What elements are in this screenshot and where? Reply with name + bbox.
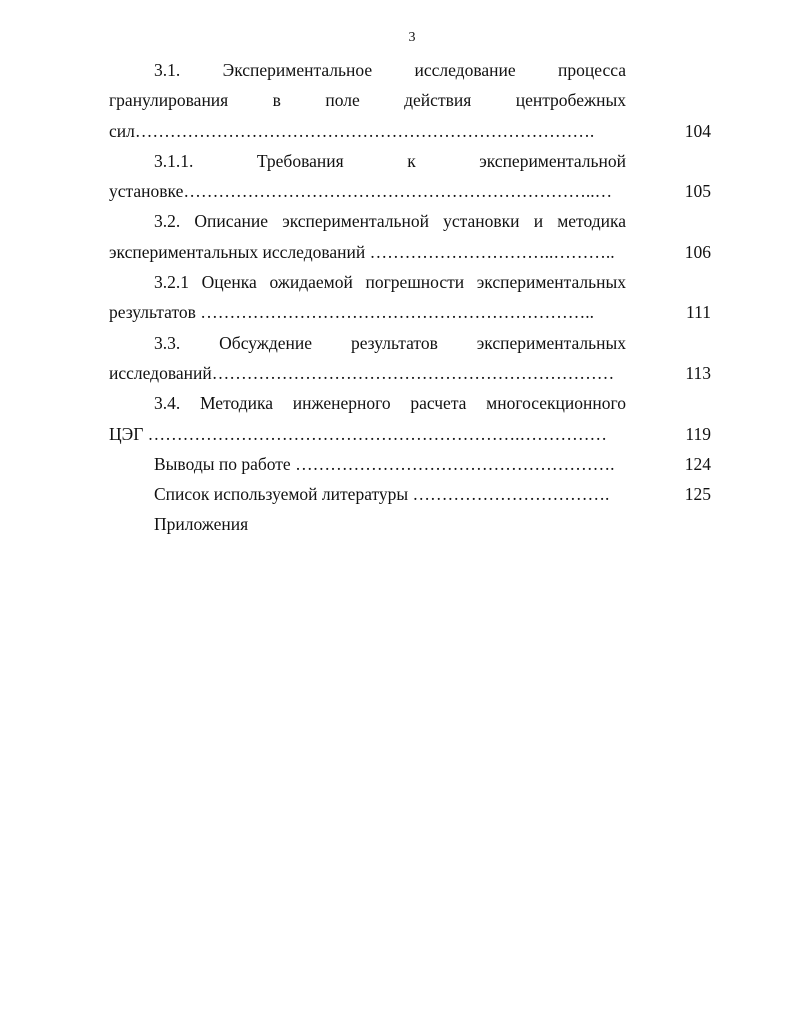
toc-word: и bbox=[533, 211, 544, 232]
toc-page-number: 124 bbox=[684, 453, 711, 474]
toc-word: Оценка bbox=[201, 272, 257, 293]
toc-word: экспериментальной bbox=[479, 150, 626, 171]
toc-leader-text: Список используемой литературы ……………………………. bbox=[154, 484, 610, 505]
toc-word: расчета bbox=[410, 393, 467, 414]
toc-entry-references bbox=[109, 479, 711, 509]
toc-leader-text: сил……………………………………………………………………. bbox=[109, 120, 595, 141]
toc-word: экспериментальной bbox=[282, 211, 429, 232]
toc-entry-appendices bbox=[109, 509, 711, 539]
toc-entry-3-1 bbox=[109, 55, 711, 146]
toc-entry-3-2-1 bbox=[109, 267, 711, 328]
toc-word: Требования bbox=[256, 150, 344, 171]
toc-entry-conclusions-line bbox=[109, 449, 711, 479]
toc-word: инженерного bbox=[292, 393, 391, 414]
toc-entry-3-1-line-1 bbox=[109, 55, 626, 85]
toc-word: погрешности bbox=[365, 272, 465, 293]
toc-word: Экспериментальное bbox=[222, 60, 373, 80]
toc-entry-3-3-line-2 bbox=[109, 358, 711, 388]
toc-word: 3.1. bbox=[154, 60, 181, 80]
toc-leader-text: установке……………………………………………………………..… bbox=[109, 181, 613, 202]
toc-entry-3-2-line-2 bbox=[109, 237, 711, 267]
toc-entry-3-2-1-line-2 bbox=[109, 297, 711, 327]
toc-entry-3-1-1-line-1 bbox=[109, 146, 626, 176]
toc-entry-conclusions bbox=[109, 449, 711, 479]
toc-word: 3.2. bbox=[154, 211, 181, 232]
toc-word: Методика bbox=[199, 393, 274, 414]
toc-word: ожидаемой bbox=[269, 272, 353, 293]
toc-word: центробежных bbox=[515, 90, 626, 111]
toc-word: процесса bbox=[558, 60, 626, 80]
toc-word: в bbox=[272, 90, 281, 111]
toc-entry-3-2-1-line-1 bbox=[109, 267, 626, 297]
toc-word: к bbox=[407, 150, 416, 171]
toc-entry-3-1-line-2 bbox=[109, 85, 626, 115]
toc-page-number: 104 bbox=[684, 120, 711, 141]
toc-page-number: 111 bbox=[686, 302, 711, 323]
toc-page-number: 119 bbox=[685, 423, 711, 444]
toc-word: действия bbox=[404, 90, 472, 111]
toc-page-number: 105 bbox=[684, 181, 711, 202]
toc-page-number: 125 bbox=[684, 484, 711, 505]
toc-entry-3-3 bbox=[109, 328, 711, 389]
toc-entry-3-4-line-1 bbox=[109, 388, 626, 418]
toc-word: 3.4. bbox=[154, 393, 181, 414]
toc-entry-3-1-1-line-2 bbox=[109, 176, 711, 206]
toc-word: 3.3. bbox=[154, 332, 181, 353]
toc-entry-title: Приложения bbox=[154, 514, 249, 535]
toc-word: Обсуждение bbox=[219, 332, 313, 353]
toc-entry-appendices-line bbox=[109, 509, 711, 539]
toc-word: методика bbox=[557, 211, 626, 232]
toc-word: 3.2.1 bbox=[154, 272, 189, 293]
page-number: 3 bbox=[408, 30, 416, 45]
toc-word: исследование bbox=[414, 60, 516, 80]
toc-word: экспериментальных bbox=[476, 272, 626, 293]
toc-word: экспериментальных bbox=[476, 332, 626, 353]
toc-leader-text: экспериментальных исследований …………………………..……….. bbox=[109, 241, 615, 262]
toc-entry-references-line bbox=[109, 479, 711, 509]
toc-word: поле bbox=[325, 90, 360, 111]
toc-word: установки bbox=[443, 211, 520, 232]
toc-entry-3-2-line-1 bbox=[109, 206, 626, 236]
table-of-contents bbox=[109, 55, 711, 540]
toc-entry-3-4-line-2 bbox=[109, 419, 711, 449]
toc-page-number: 106 bbox=[684, 241, 711, 262]
toc-word: гранулирования bbox=[109, 90, 229, 111]
toc-page-number: 113 bbox=[685, 362, 711, 383]
toc-entry-3-1-1 bbox=[109, 146, 711, 207]
toc-word: результатов bbox=[350, 332, 438, 353]
toc-entry-3-2 bbox=[109, 206, 711, 267]
toc-word: многосекционного bbox=[486, 393, 626, 414]
toc-entry-3-3-line-1 bbox=[109, 328, 626, 358]
toc-leader-text: исследований…………………………………………………………… bbox=[109, 362, 615, 383]
toc-word: Описание bbox=[194, 211, 269, 232]
toc-leader-text: результатов ………………………………………………………….. bbox=[109, 302, 595, 323]
toc-word: 3.1.1. bbox=[154, 150, 194, 171]
toc-entry-3-1-line-3 bbox=[109, 116, 711, 146]
toc-entry-3-4 bbox=[109, 388, 711, 449]
toc-leader-text: ЦЭГ ……………………………………………………….…………… bbox=[109, 423, 608, 444]
toc-leader-text: Выводы по работе ………………………………………………. bbox=[154, 453, 615, 474]
